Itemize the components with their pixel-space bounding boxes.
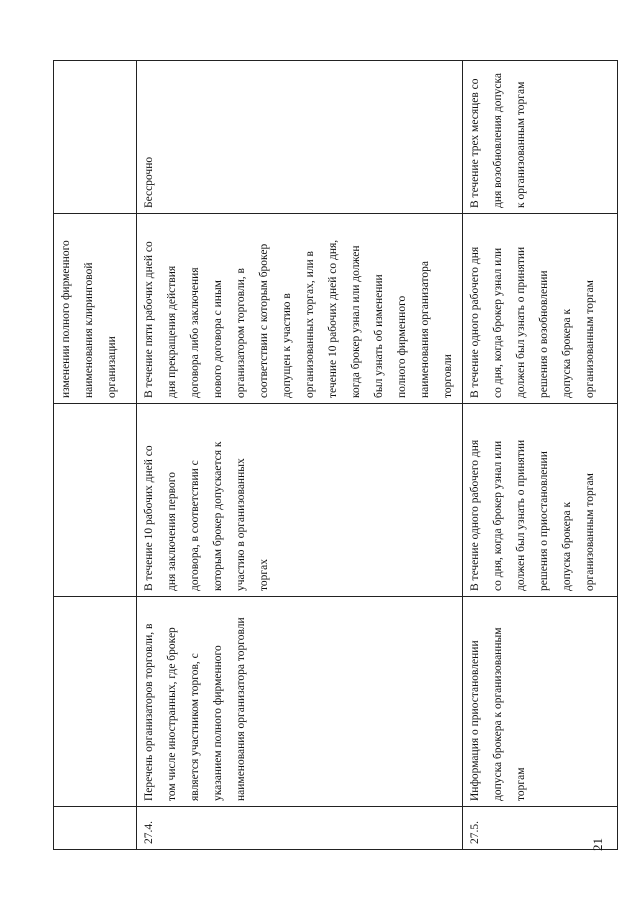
info-name-cell: Перечень организаторов торговли, в том числе иностранных, где брокер является участником торгов, с указанием полного фирменного наименования организатора торговли [137,597,463,807]
table-row [54,61,137,850]
table-row [463,61,618,850]
change-term-cell: изменении полного фирменного наименования клиринговой организации [54,214,137,404]
disclosure-term-cell: В течение 10 рабочих дней со дня заключения первого договора, в соответствии с которым брокер допускается к участию в организованных торгах [137,404,463,597]
storage-period-cell: Бессрочно [137,61,463,214]
change-term-cell: В течение пяти рабочих дней со дня прекращения действия договора либо заключения нового договора с иным организатором торговли, в соответствии с которым брокер допущен к участию в организованных торгах, или в течение 10 рабочих дней со дня, когда брокер узнал или должен был узнать об изменении полного фирменного наименования организатора торговли [137,214,463,404]
storage-period-cell: В течение трех месяцев со дня возобновления допуска к организованным торгам [463,61,618,214]
disclosure-term-cell: В течение одного рабочего дня со дня, когда брокер узнал или должен был узнать о принятии решения о приостановлении допуска брокера к организованным торгам [463,404,618,597]
info-name-cell: Информация о приостановлении допуска брокера к организованным торгам [463,597,618,807]
row-number-cell [54,807,137,850]
row-number-cell: 27.4. [137,807,463,850]
page-number: 21 [590,838,605,851]
disclosure-term-cell [54,404,137,597]
disclosure-table [53,60,618,850]
info-name-cell [54,597,137,807]
row-number-cell: 27.5. [463,807,618,850]
change-term-cell: В течение одного рабочего дня со дня, когда брокер узнал или должен был узнать о принятии решения о возобновлении допуска брокера к организованным торгам [463,214,618,404]
table-row [137,61,463,850]
storage-period-cell [54,61,137,214]
